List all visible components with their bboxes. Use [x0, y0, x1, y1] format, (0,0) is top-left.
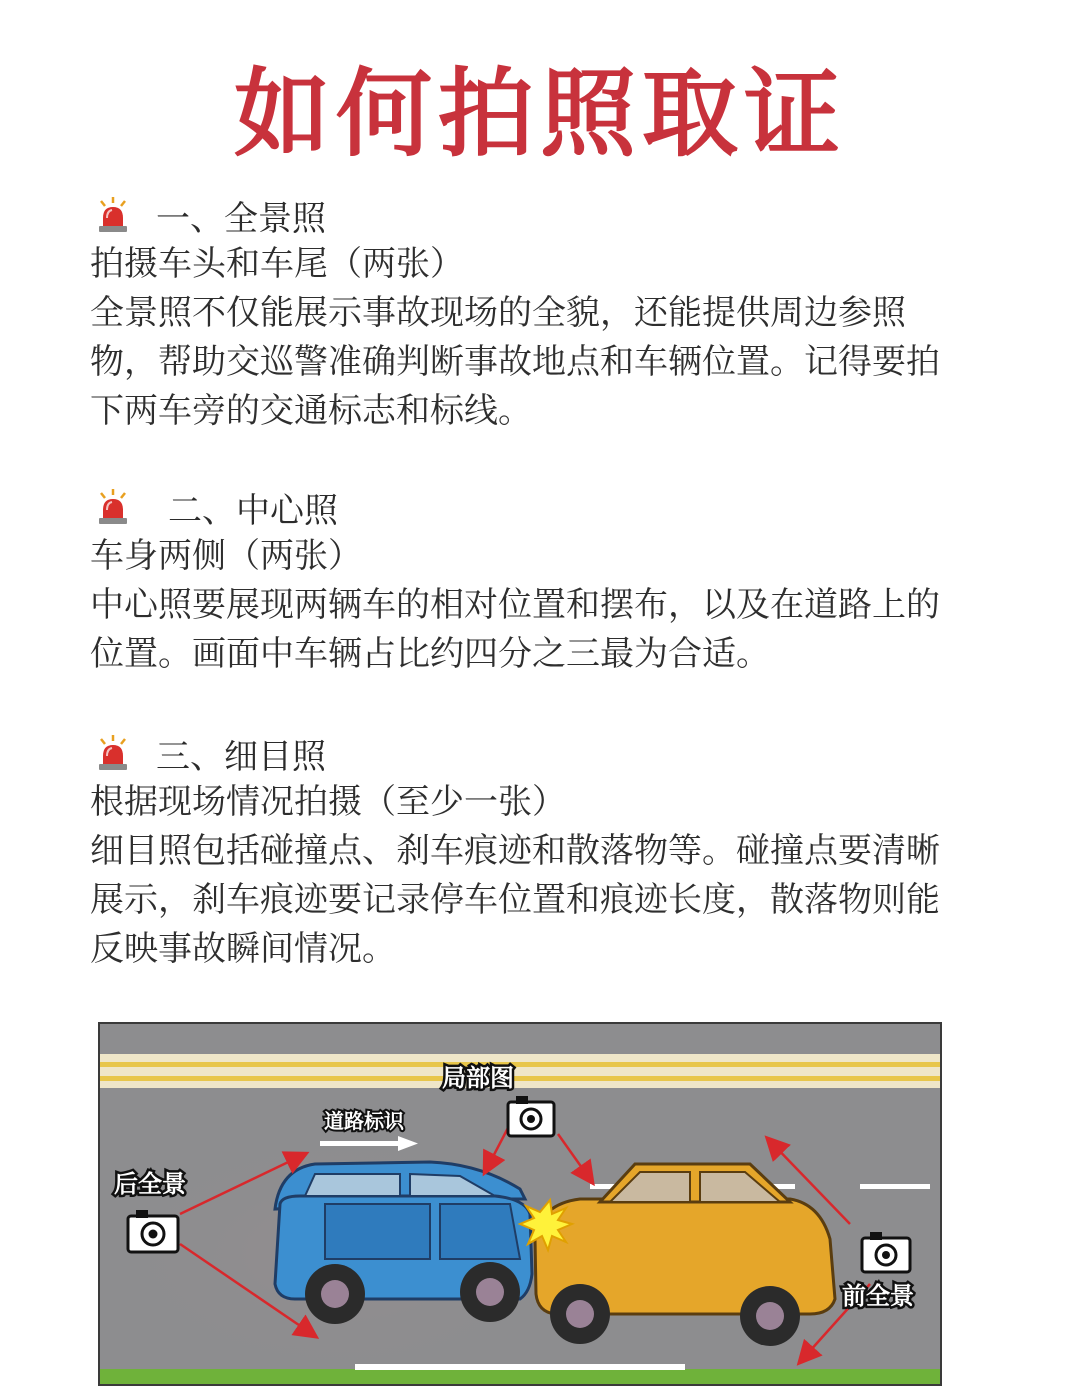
section-panorama	[90, 190, 990, 436]
section-heading-row	[90, 482, 990, 532]
body-line: 全景照不仅能展示事故现场的全貌，还能提供周边参照	[90, 293, 906, 333]
section-heading: 二、中心照	[168, 490, 338, 531]
siren-icon	[96, 488, 130, 526]
body-line: 展示，刹车痕迹要记录停车位置和痕迹长度，散落物则能	[90, 880, 940, 920]
section-heading: 一、全景照	[156, 198, 326, 239]
siren-icon	[96, 196, 130, 234]
body-line: 细目照包括碰撞点、刹车痕迹和散落物等。碰撞点要清晰	[90, 831, 940, 871]
section-detail	[90, 728, 990, 974]
body-line: 反映事故瞬间情况。	[90, 929, 396, 969]
double-yellow-line	[100, 1062, 940, 1067]
section-heading-row	[90, 190, 990, 240]
body-line: 位置。画面中车辆占比约四分之三最为合适。	[90, 634, 770, 674]
camera-icon	[128, 1210, 178, 1252]
section-heading-row	[90, 728, 990, 778]
section-subtitle: 拍摄车头和车尾（两张）	[90, 244, 464, 284]
section-subtitle: 车身两侧（两张）	[90, 536, 362, 576]
double-yellow-line	[100, 1076, 940, 1081]
page-title: 如何拍照取证	[234, 58, 846, 170]
body-line: 中心照要展现两辆车的相对位置和摆布，以及在道路上的	[90, 585, 940, 625]
label-detail: 局部图	[442, 1064, 514, 1092]
label-road-marking: 道路标识	[324, 1109, 404, 1133]
section-center	[90, 482, 990, 679]
body-line: 下两车旁的交通标志和标线。	[90, 391, 532, 431]
blue-car	[275, 1162, 532, 1324]
section-heading: 三、细目照	[156, 736, 326, 777]
camera-icon	[508, 1096, 554, 1136]
accident-scene-illustration	[98, 1022, 942, 1386]
section-subtitle: 根据现场情况拍摄（至少一张）	[90, 782, 566, 822]
grass-strip	[100, 1369, 940, 1384]
lane-dash	[355, 1364, 685, 1370]
body-line: 物，帮助交巡警准确判断事故地点和车辆位置。记得要拍	[90, 342, 940, 382]
label-rear-panorama: 后全景	[114, 1170, 186, 1198]
scene-svg	[100, 1024, 940, 1384]
road-median	[100, 1054, 940, 1088]
lane-dash	[860, 1184, 930, 1189]
siren-icon	[96, 734, 130, 772]
label-front-panorama: 前全景	[842, 1282, 914, 1310]
camera-icon	[862, 1232, 910, 1272]
